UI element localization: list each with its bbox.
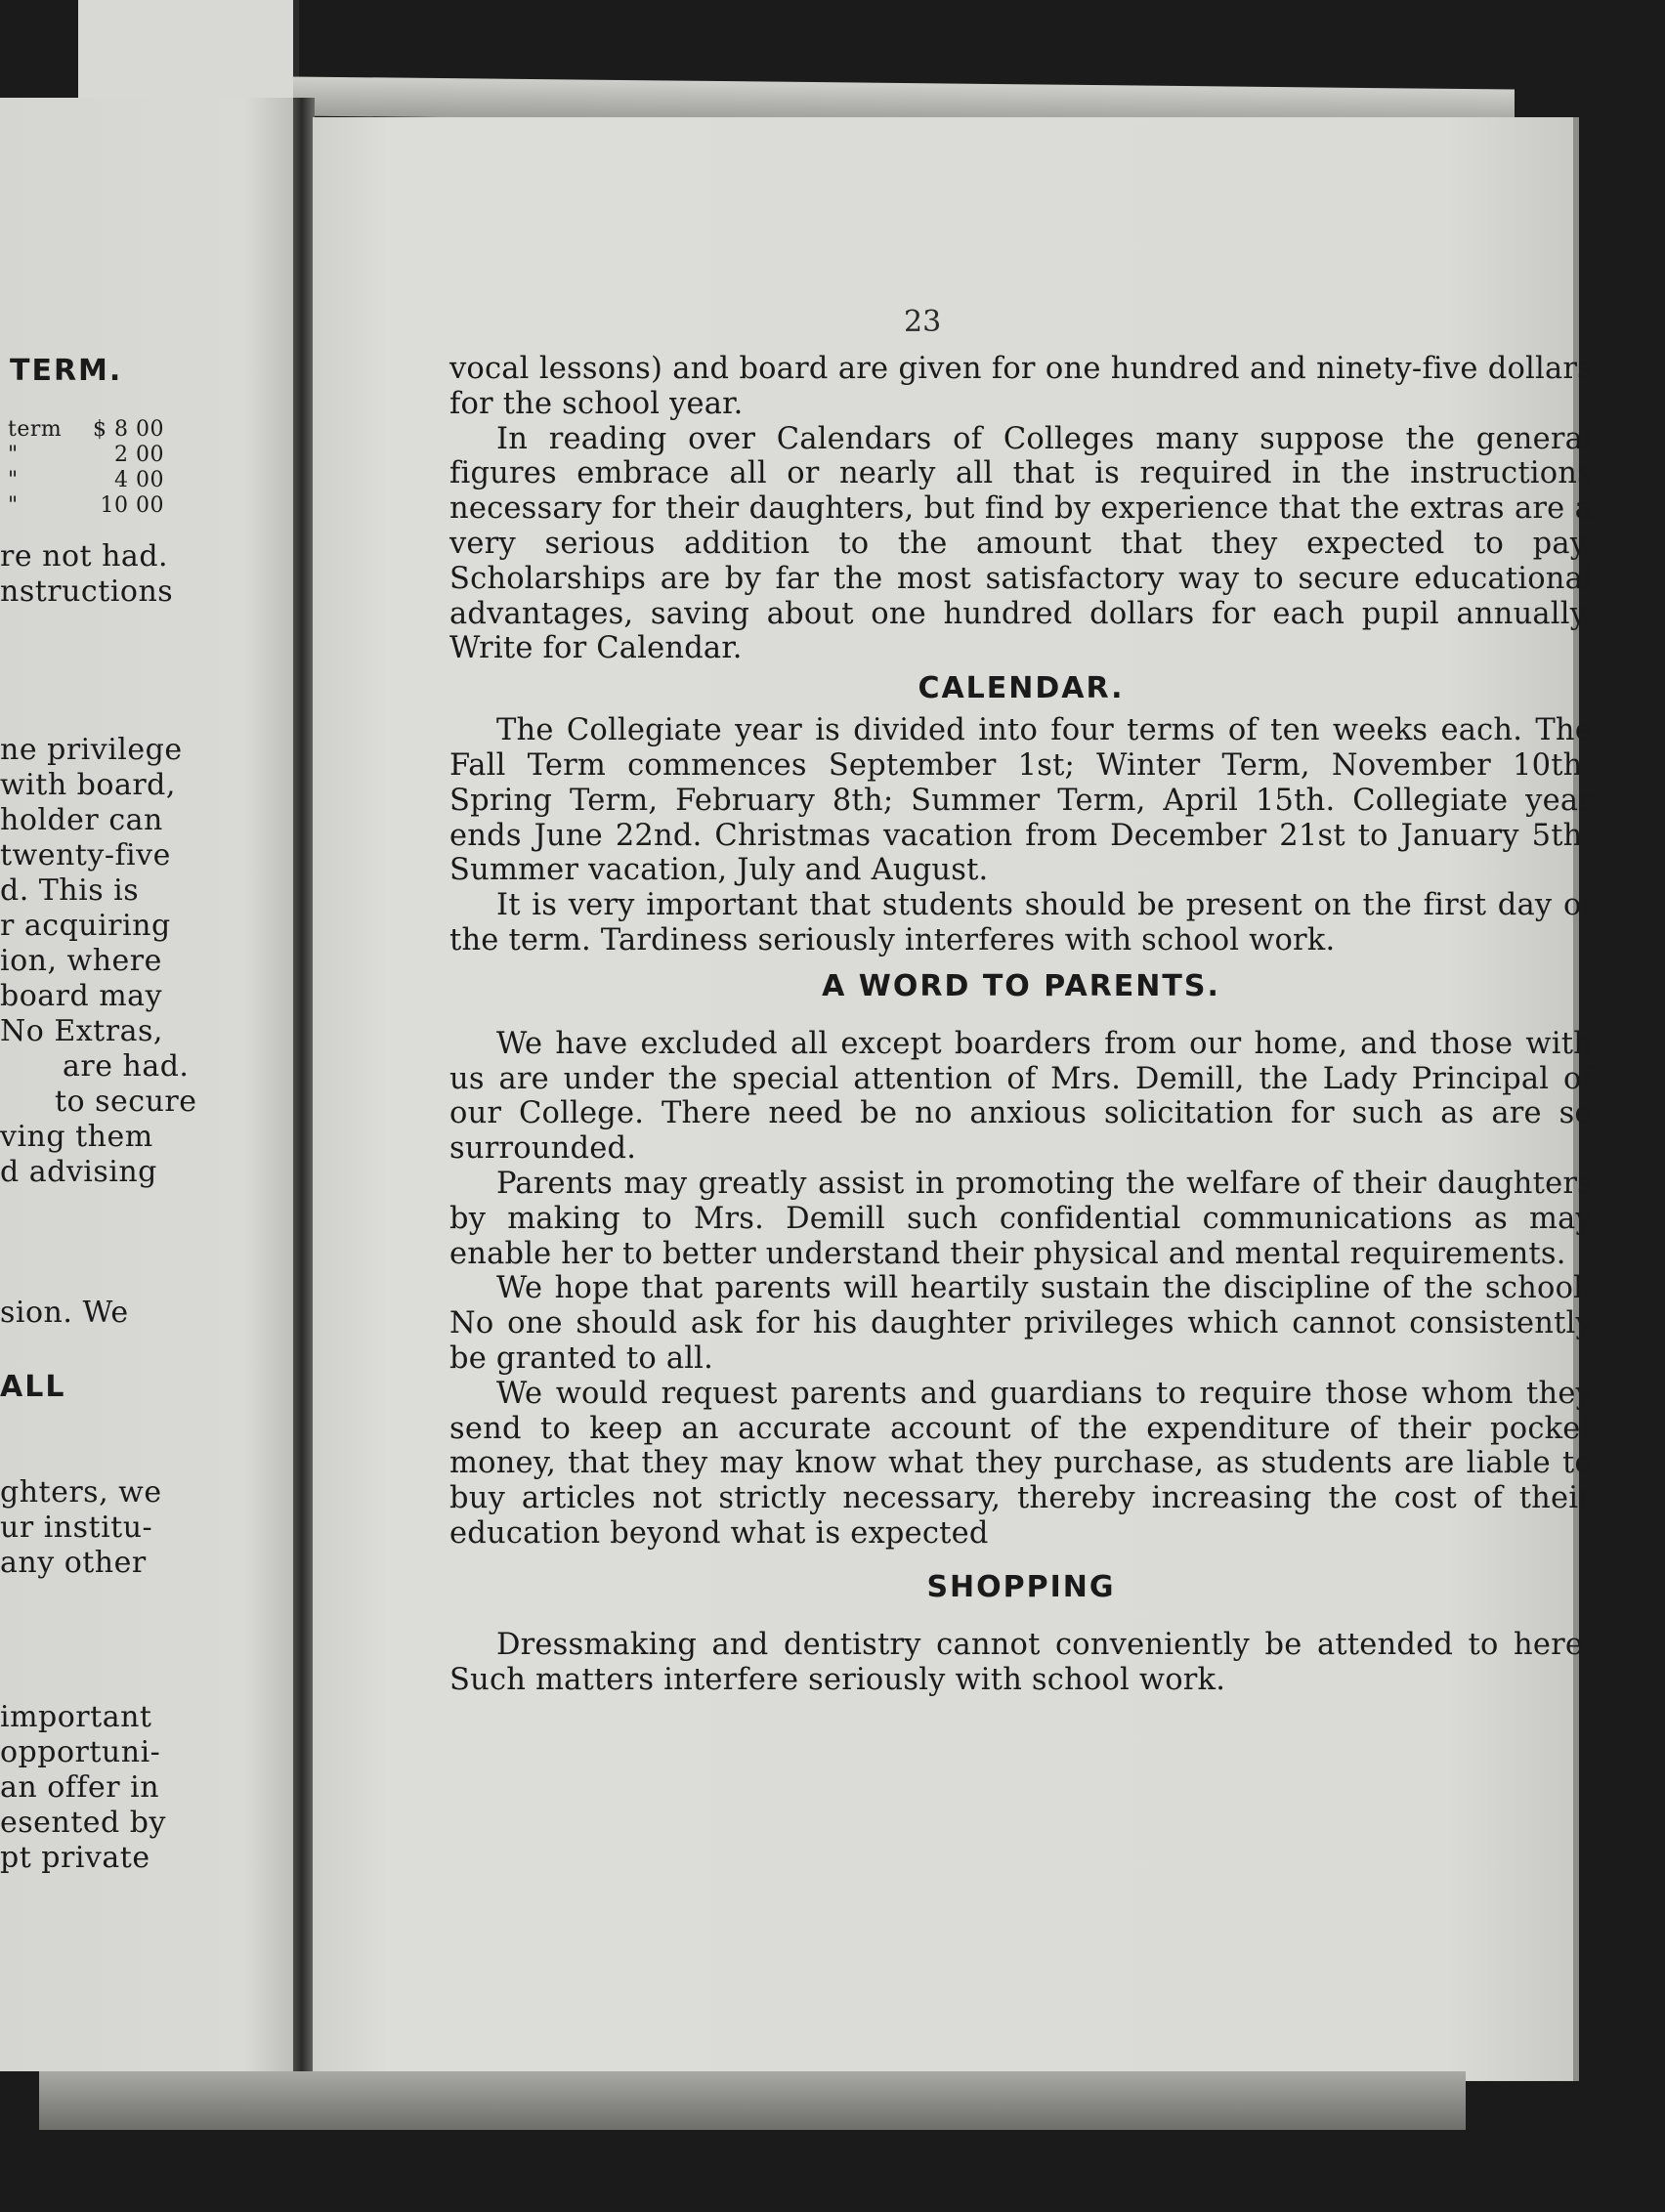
- left-page-line: any other: [0, 1546, 147, 1580]
- left-page-line: ion, where: [0, 944, 162, 978]
- book-top-tab: [78, 0, 299, 107]
- left-page-line: r acquiring: [0, 909, 171, 943]
- right-page: [313, 117, 1593, 2081]
- intro-paragraph: In reading over Calendars of Colleges many suppose the general figures embrace all or nearly all that is required in the instructions necessary for their daughters, but find by experience that the extras are a very serious addition to the amount that they expected to pay. Scholarships are by far the most satisfactory way to secure educational advantages, saving about one hundred dollars for each pupil annually. Write for Calendar.: [449, 421, 1593, 666]
- left-page-line: sion. We: [0, 1296, 129, 1330]
- left-page-line: ne privilege: [0, 733, 183, 767]
- left-page-line: important: [0, 1700, 152, 1734]
- page-bottom-edge: [39, 2071, 1466, 2130]
- left-page-line: with board,: [0, 768, 176, 802]
- shopping-heading: SHOPPING: [926, 1569, 1116, 1604]
- left-page-line: No Extras,: [0, 1014, 163, 1048]
- left-page-line: opportuni-: [0, 1735, 161, 1769]
- parents-paragraph: We hope that parents will heartily sustain the discipline of the school. No one should ask for his daughter privileges which cannot consistently be granted to all.: [449, 1271, 1593, 1376]
- left-page-line: are had.: [63, 1049, 190, 1084]
- calendar-paragraph: The Collegiate year is divided into four terms of ten weeks each. The Fall Term commences September 1st; Winter Term, November 10th; Spring Term, February 8th; Summer Term, April 15th. Collegiate year ends June 22nd. Christmas vacation from December 21st to January 5th; Summer vacation, July and August.: [449, 713, 1593, 888]
- intro-paragraph: vocal lessons) and board are given for one hundred and ninety-five dollars for the school year.: [449, 352, 1593, 421]
- left-page-line: ghters, we: [0, 1475, 162, 1510]
- parents-paragraph: Parents may greatly assist in promoting the welfare of their daughters by making to Mrs. Demill such confidential communications as may enable her to better understand their physical and mental requirements.: [449, 1166, 1593, 1271]
- left-page-line: d advising: [0, 1155, 157, 1189]
- left-page-heading-term: TERM.: [10, 354, 123, 388]
- shopping-paragraph: Dressmaking and dentistry cannot conveniently be attended to here. Such matters interfere seriously with school work.: [449, 1627, 1593, 1697]
- parents-heading: A WORD TO PARENTS.: [822, 968, 1220, 1003]
- left-page-line: to secure: [55, 1085, 197, 1119]
- left-page-line: nstructions: [0, 574, 174, 609]
- book-spine: [293, 98, 315, 2091]
- left-page-line: d. This is: [0, 873, 140, 908]
- calendar-paragraph: It is very important that students should be present on the first day of the term. Tardiness seriously interferes with school work.: [449, 888, 1593, 957]
- fee-row: " 10 00: [8, 493, 164, 518]
- parents-paragraph: We would request parents and guardians to require those whom they send to keep an accurate account of the expenditure of their pocket money, that they may know what they purchase, as students are liable to buy articles not strictly necessary, thereby increasing the cost of their education beyond what is expected: [449, 1376, 1593, 1551]
- left-page-line: an offer in: [0, 1770, 160, 1805]
- fee-row: term $ 8 00: [8, 417, 164, 442]
- left-page-line: pt private: [0, 1841, 150, 1875]
- calendar-heading: CALENDAR.: [918, 671, 1125, 706]
- fee-row: " 2 00: [8, 443, 164, 467]
- left-page-line: re not had.: [0, 539, 169, 574]
- left-page-line: esented by: [0, 1806, 166, 1840]
- parents-paragraph: We have excluded all except boarders from our home, and those with us are under the special attention of Mrs. Demill, the Lady Principal of our College. There need be no anxious solicitation for such as are so surrounded.: [449, 1026, 1593, 1167]
- left-page-line: ving them: [0, 1120, 153, 1154]
- page-text: [449, 352, 1593, 1697]
- fee-row: " 4 00: [8, 468, 164, 492]
- left-page-line: holder can: [0, 803, 163, 837]
- page-number: 23: [904, 305, 942, 339]
- left-page-heading-all: ALL: [0, 1370, 66, 1404]
- left-page-line: board may: [0, 979, 163, 1013]
- left-page-line: twenty-five: [0, 838, 171, 872]
- left-page-line: ur institu-: [0, 1510, 153, 1545]
- left-page: [0, 98, 305, 2071]
